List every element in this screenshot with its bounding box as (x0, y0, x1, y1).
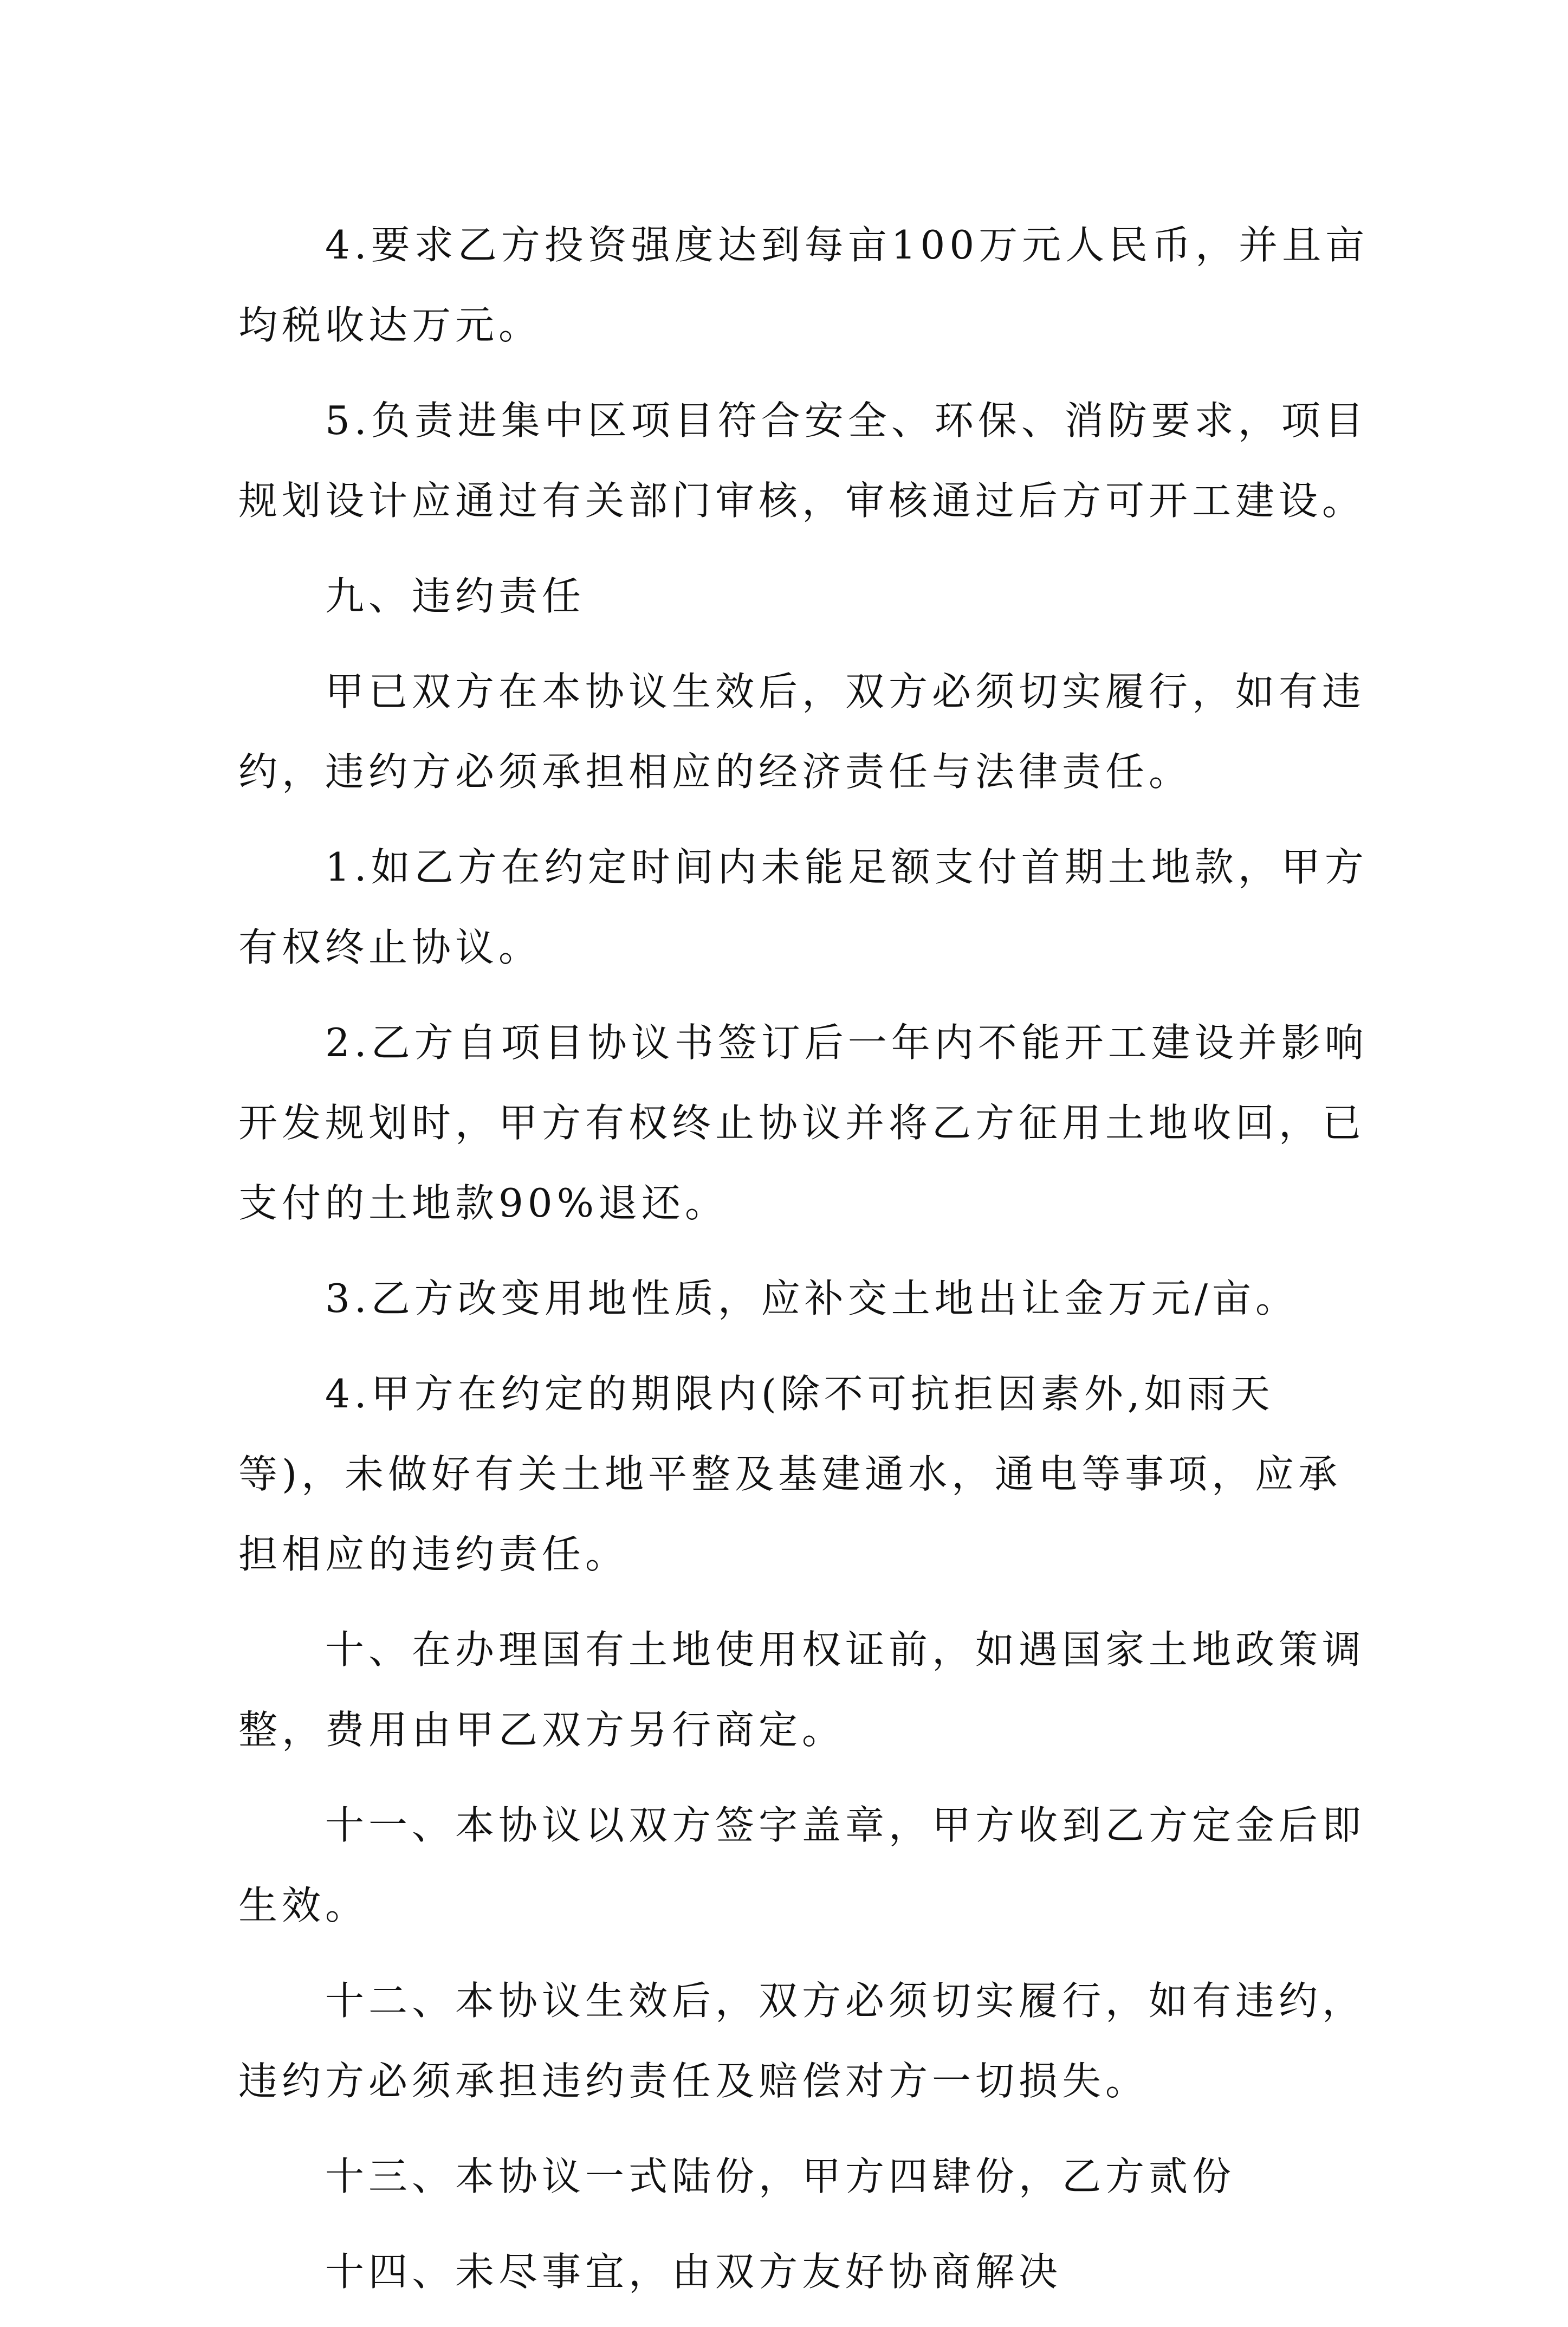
paragraph-breach-item-4: 4.甲方在约定的期限内(除不可抗拒因素外,如雨天等)，未做好有关土地平整及基建通水，通电等事项，应承担相应的违约责任。 (238, 1371, 1342, 1577)
document-body (238, 205, 1376, 2327)
paragraph-breach-item-2: 2.乙方自项目协议书签订后一年内不能开工建设并影响开发规划时，甲方有权终止协议并将乙方征用土地收回，已支付的土地款90%退还。 (238, 1020, 1368, 1226)
paragraph-section-13: 十三、本协议一式陆份，甲方四肆份，乙方贰份 (325, 2154, 1236, 2199)
paragraph-section-11: 十一、本协议以双方签字盖章，甲方收到乙方定金后即生效。 (238, 1802, 1366, 1928)
paragraph-section-12: 十二、本协议生效后，双方必须切实履行，如有违约，违约方必须承担违约责任及赔偿对方一切损失。 (238, 1978, 1366, 2104)
paragraph-section-14: 十四、未尽事宜，由双方友好协商解决 (325, 2249, 1062, 2294)
paragraph-breach-item-1: 1.如乙方在约定时间内未能足额支付首期土地款，甲方有权终止协议。 (238, 844, 1368, 970)
paragraph-breach-item-3: 3.乙方改变用地性质，应补交土地出让金万元/亩。 (325, 1276, 1299, 1321)
paragraph-investment-intensity: 4.要求乙方投资强度达到每亩100万元人民币，并且亩均税收达万元。 (238, 222, 1369, 348)
paragraph-safety-requirements: 5.负责进集中区项目符合安全、环保、消防要求，项目规划设计应通过有关部门审核，审核通过后方可开工建设。 (238, 398, 1368, 523)
paragraph-breach-general: 甲已双方在本协议生效后，双方必须切实履行，如有违约，违约方必须承担相应的经济责任与法律责任。 (238, 669, 1366, 794)
paragraph-section-10: 十、在办理国有土地使用权证前，如遇国家土地政策调整，费用由甲乙双方另行商定。 (238, 1627, 1366, 1753)
section-heading-breach-liability: 九、违约责任 (325, 573, 586, 619)
